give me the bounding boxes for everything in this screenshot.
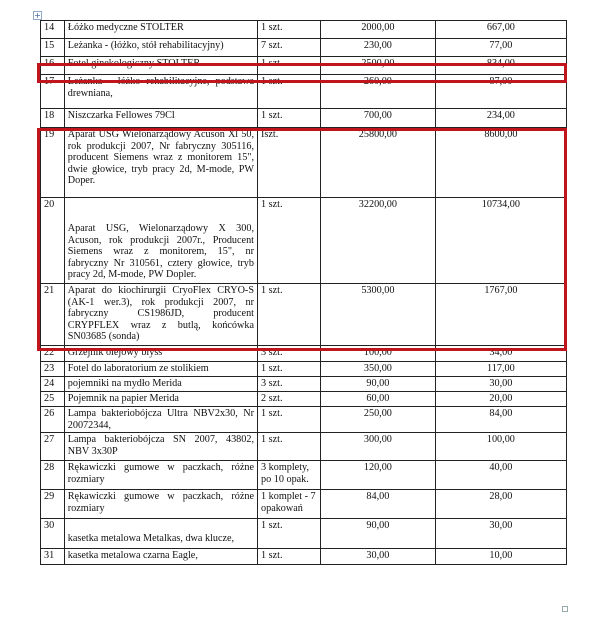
item-quantity-text: 2 szt.	[261, 393, 283, 404]
item-quantity	[258, 377, 321, 392]
item-net-price	[321, 490, 436, 519]
item-name	[64, 362, 257, 377]
table-row	[41, 490, 567, 519]
table-move-handle-icon[interactable]: +	[34, 11, 41, 20]
item-value-text: 87,00	[489, 76, 513, 87]
table-row	[41, 549, 567, 565]
item-net-price-text: 90,00	[366, 520, 390, 531]
item-net-price	[321, 407, 436, 433]
row-number-text: 15	[44, 40, 55, 51]
table-row	[41, 519, 567, 549]
item-name-text: Leżanka - łóżko rehabilitacyjne, podstawa drewniana,	[67, 76, 254, 99]
table-row	[41, 392, 567, 407]
item-quantity	[258, 362, 321, 377]
row-number	[41, 392, 65, 407]
row-number	[41, 39, 65, 57]
item-quantity	[258, 549, 321, 565]
item-net-price	[321, 109, 436, 128]
item-quantity-text: 1 szt.	[261, 199, 283, 210]
row-number-text: 16	[44, 58, 55, 69]
row-number-text: 18	[44, 110, 55, 121]
table-row	[41, 433, 567, 461]
item-quantity-text: 1 szt.	[261, 434, 283, 445]
item-name	[64, 39, 257, 57]
item-net-price-text: 32200,00	[358, 199, 397, 210]
item-value-text: 667,00	[486, 22, 515, 33]
item-value-text: 8600,00	[484, 129, 518, 140]
item-value-text: 100,00	[486, 434, 515, 445]
item-quantity	[258, 392, 321, 407]
item-quantity-text: 1 szt.	[261, 110, 283, 121]
item-name-text: Niszczarka Fellowes 79Cl	[67, 110, 175, 121]
item-net-price-text: 84,00	[366, 491, 390, 502]
row-number-text: 23	[44, 363, 55, 374]
item-net-price-text: 120,00	[363, 462, 392, 473]
row-number-text: 30	[44, 520, 55, 531]
item-value-text: 834,00	[486, 58, 515, 69]
item-net-price	[321, 362, 436, 377]
item-name-text: Fotel do laboratorium ze stolikiem	[67, 363, 209, 374]
item-quantity	[258, 461, 321, 490]
item-value	[435, 21, 566, 39]
item-name	[64, 490, 257, 519]
item-name-text: Grzejnik olejowy blyss	[67, 347, 163, 358]
item-net-price	[321, 549, 436, 565]
row-number	[41, 490, 65, 519]
item-value-text: 40,00	[489, 462, 513, 473]
item-quantity	[258, 109, 321, 128]
item-net-price-text: 5300,00	[361, 285, 395, 296]
item-value-text: 1767,00	[484, 285, 518, 296]
item-net-price	[321, 21, 436, 39]
item-net-price	[321, 377, 436, 392]
table-row	[41, 21, 567, 39]
row-number-text: 21	[44, 285, 55, 296]
item-net-price-text: 230,00	[363, 40, 392, 51]
item-quantity	[258, 21, 321, 39]
row-number	[41, 519, 65, 549]
row-number-text: 29	[44, 491, 55, 502]
item-name-text: Fotel ginekologiczny STOLTER	[67, 58, 201, 69]
row-number-text: 24	[44, 378, 55, 389]
item-quantity	[258, 39, 321, 57]
item-net-price-text: 2000,00	[361, 22, 395, 33]
item-name	[64, 433, 257, 461]
item-quantity-text: 3 szt.	[261, 347, 283, 358]
item-value	[435, 461, 566, 490]
item-name-text: Pojemnik na papier Merida	[67, 393, 179, 404]
item-quantity-text: 3 komplety, po 10 opak.	[261, 462, 310, 485]
item-net-price	[321, 392, 436, 407]
item-quantity-text: 1 szt.	[261, 520, 283, 531]
item-net-price-text: 350,00	[363, 363, 392, 374]
row-number	[41, 549, 65, 565]
row-number-text: 22	[44, 347, 55, 358]
row-number-text: 27	[44, 434, 55, 445]
item-value-text: 10734,00	[481, 199, 520, 210]
item-value-text: 84,00	[489, 408, 513, 419]
table-row	[41, 362, 567, 377]
item-value	[435, 39, 566, 57]
item-name-text: Leżanka - (łóżko, stół rehabilitacyjny)	[67, 40, 224, 51]
row-number-text: 14	[44, 22, 55, 33]
item-value	[435, 549, 566, 565]
row-number-text: 25	[44, 393, 55, 404]
row-number-text: 17	[44, 76, 55, 87]
item-name-text: Aparat do kiochirurgii CryoFlex CRYO-S (AK-1 wer.3), rok produkcji 2007, nr fabryczny CS1986JD, producent CRYPFLEX wraz z butlą, końcówka SN03685 (sonda)	[67, 285, 254, 343]
item-quantity-text: 1 szt.	[261, 76, 283, 87]
table-resize-handle[interactable]	[562, 606, 568, 612]
item-name-text: Lampa bakteriobójcza Ultra NBV2x30, Nr 20072344,	[67, 408, 254, 431]
item-net-price	[321, 519, 436, 549]
item-value	[435, 490, 566, 519]
item-name-text: Aparat USG Wielonarządowy Acuson Xl 50, rok produkcji 2007, Nr fabryczny 305116, producent Siemens wraz z monitorem 15", dwie głowice, tryb pracy 2d, M-mode, PW Doper.	[67, 129, 254, 187]
item-name	[64, 392, 257, 407]
item-name-text: Lampa bakteriobójcza SN 2007, 43802, NBV 3x30P	[67, 434, 254, 457]
item-quantity	[258, 490, 321, 519]
item-value-text: 34,00	[489, 347, 513, 358]
item-value	[435, 519, 566, 549]
item-name-text: Rękawiczki gumowe w paczkach, różne rozmiary	[67, 491, 254, 514]
item-value-text: 30,00	[489, 378, 513, 389]
item-net-price-text: 2500,00	[361, 58, 395, 69]
item-quantity-text: 1 szt.	[261, 58, 283, 69]
item-quantity	[258, 407, 321, 433]
row-number	[41, 377, 65, 392]
table-row	[41, 109, 567, 128]
item-quantity-text: 7 szt.	[261, 40, 283, 51]
item-name	[64, 21, 257, 39]
item-value	[435, 109, 566, 128]
item-name	[64, 549, 257, 565]
table-row	[41, 377, 567, 392]
highlight-box-rows-19-21	[37, 128, 567, 351]
item-net-price-text: 700,00	[363, 110, 392, 121]
item-quantity	[258, 433, 321, 461]
item-value	[435, 377, 566, 392]
item-value	[435, 407, 566, 433]
item-name-text: Łóżko medyczne STOLTER	[67, 22, 184, 33]
item-net-price-text: 300,00	[363, 434, 392, 445]
item-net-price-text: 30,00	[366, 550, 390, 561]
item-quantity-text: 1 szt.	[261, 285, 283, 296]
item-value-text: 28,00	[489, 491, 513, 502]
row-number	[41, 21, 65, 39]
item-name-text: pojemniki na mydło Merida	[67, 378, 182, 389]
item-name	[64, 377, 257, 392]
item-name	[64, 461, 257, 490]
item-net-price-text: 250,00	[363, 408, 392, 419]
item-name	[64, 109, 257, 128]
item-value-text: 30,00	[489, 520, 513, 531]
item-name	[64, 519, 257, 549]
item-quantity	[258, 519, 321, 549]
item-name-text: Rękawiczki gumowe w paczkach, różne rozmiary	[67, 462, 254, 485]
row-number-text: 20	[44, 199, 55, 210]
item-value	[435, 433, 566, 461]
item-value-text: 77,00	[489, 40, 513, 51]
item-quantity-text: Iszt.	[261, 129, 279, 140]
item-name-text: Aparat USG, Wielonarządowy X 300, Acuson, rok produkcji 2007r., Producent Siemens wraz z monitorem, 15", nr fabryczny Nr 310561, cztery głowice, tryb pracy 2d, M-mode, PW Dopler.	[67, 223, 254, 281]
row-number	[41, 362, 65, 377]
item-value	[435, 362, 566, 377]
item-quantity-text: 3 szt.	[261, 378, 283, 389]
item-net-price	[321, 433, 436, 461]
row-number	[41, 407, 65, 433]
row-number	[41, 109, 65, 128]
item-name-text: kasetka metalowa Metalkas, dwa klucze,	[67, 533, 235, 544]
item-net-price-text: 25800,00	[358, 129, 397, 140]
item-quantity-text: 1 szt.	[261, 550, 283, 561]
item-net-price-text: 260,00	[363, 76, 392, 87]
row-number-text: 26	[44, 408, 55, 419]
item-name	[64, 407, 257, 433]
table-row	[41, 407, 567, 433]
row-number-text: 28	[44, 462, 55, 473]
table-row	[41, 461, 567, 490]
item-quantity-text: 1 szt.	[261, 22, 283, 33]
item-quantity-text: 1 szt.	[261, 363, 283, 374]
item-value-text: 20,00	[489, 393, 513, 404]
item-net-price-text: 90,00	[366, 378, 390, 389]
item-value-text: 117,00	[487, 363, 515, 374]
row-number-text: 31	[44, 550, 55, 561]
item-net-price-text: 60,00	[366, 393, 390, 404]
item-net-price	[321, 39, 436, 57]
highlight-box-row-16	[37, 63, 567, 83]
item-value-text: 10,00	[489, 550, 513, 561]
item-net-price	[321, 461, 436, 490]
item-quantity-text: 1 szt.	[261, 408, 283, 419]
table-row	[41, 39, 567, 57]
item-quantity-text: 1 komplet - 7 opakowań	[261, 491, 316, 514]
row-number	[41, 433, 65, 461]
row-number-text: 19	[44, 129, 55, 140]
item-value	[435, 392, 566, 407]
item-name-text: kasetka metalowa czarna Eagle,	[67, 550, 198, 561]
item-value-text: 234,00	[486, 110, 515, 121]
row-number	[41, 461, 65, 490]
item-net-price-text: 100,00	[363, 347, 392, 358]
